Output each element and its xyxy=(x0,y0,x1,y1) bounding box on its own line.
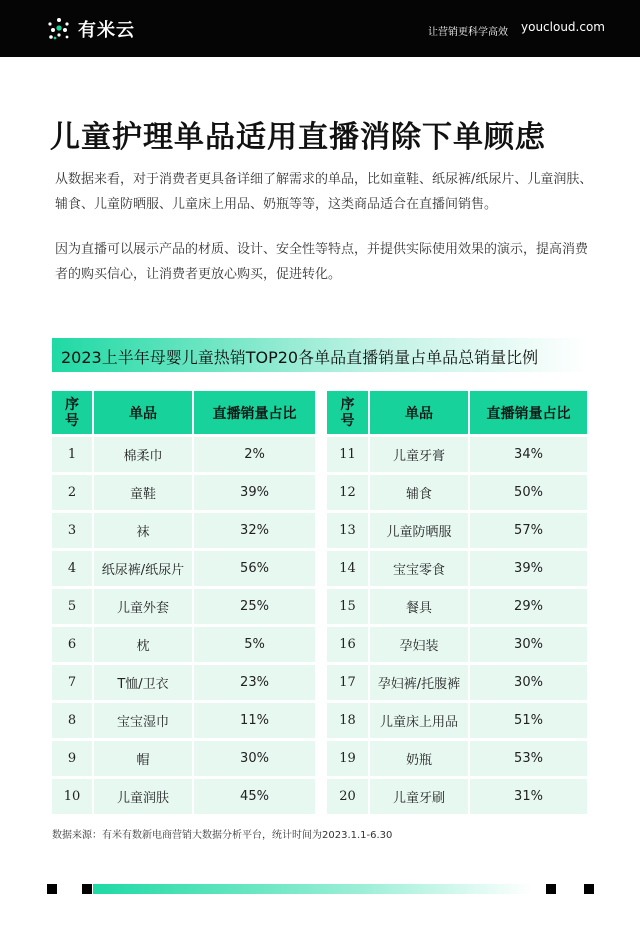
ranking-table-right xyxy=(327,388,587,817)
table-row xyxy=(52,627,315,662)
column-header-item: 单品 xyxy=(94,391,194,434)
row-pct: 57% xyxy=(470,513,587,548)
row-number: 11 xyxy=(327,437,370,472)
footer-square-right-2 xyxy=(584,884,594,894)
row-pct: 50% xyxy=(470,475,587,510)
row-number: 12 xyxy=(327,475,370,510)
table-row xyxy=(52,589,315,624)
intro-paragraph: 从数据来看，对于消费者更具备详细了解需求的单品，比如童鞋、纸尿裤/纸尿片、儿童润肤、辅食、儿童防晒服、儿童床上用品、奶瓶等等，这类商品适合在直播间销售。 xyxy=(55,172,593,212)
column-header-pct: 直播销量占比 xyxy=(194,391,315,434)
table-row xyxy=(327,703,587,738)
brand-logo[interactable] xyxy=(46,16,135,42)
row-item: 枕 xyxy=(94,627,194,662)
row-item: 儿童牙刷 xyxy=(370,779,470,814)
column-header-seq: 序号 xyxy=(52,391,94,434)
table-row xyxy=(327,475,587,510)
row-item: 儿童防晒服 xyxy=(370,513,470,548)
table-row xyxy=(327,779,587,814)
row-item: 餐具 xyxy=(370,589,470,624)
row-number: 20 xyxy=(327,779,370,814)
row-pct: 30% xyxy=(194,741,315,776)
table-header-row xyxy=(52,391,315,434)
row-item: 奶瓶 xyxy=(370,741,470,776)
table-title: 2023上半年母婴儿童热销TOP20各单品直播销量占单品总销量比例 xyxy=(61,348,539,367)
row-pct: 30% xyxy=(470,627,587,662)
row-item: 辅食 xyxy=(370,475,470,510)
brand-name: 有米云 xyxy=(78,20,135,41)
table-row xyxy=(327,741,587,776)
table-row xyxy=(52,475,315,510)
row-item: 棉柔巾 xyxy=(94,437,194,472)
row-number: 9 xyxy=(52,741,94,776)
row-item: T恤/卫衣 xyxy=(94,665,194,700)
footer-square-left-2 xyxy=(82,884,92,894)
top-header-bar xyxy=(0,0,640,57)
reason-paragraph: 因为直播可以展示产品的材质、设计、安全性等特点，并提供实际使用效果的演示，提高消费者的购买信心，让消费者更放心购买，促进转化。 xyxy=(55,242,589,282)
row-item: 孕妇装 xyxy=(370,627,470,662)
row-pct: 5% xyxy=(194,627,315,662)
row-pct: 39% xyxy=(470,551,587,586)
page-title: 儿童护理单品适用直播消除下单顾虑 xyxy=(50,120,546,155)
table-row xyxy=(52,741,315,776)
row-pct: 23% xyxy=(194,665,315,700)
table-row xyxy=(52,779,315,814)
table-row xyxy=(52,551,315,586)
row-pct: 53% xyxy=(470,741,587,776)
table-row xyxy=(52,513,315,548)
table-row xyxy=(52,665,315,700)
row-pct: 51% xyxy=(470,703,587,738)
row-number: 18 xyxy=(327,703,370,738)
row-pct: 29% xyxy=(470,589,587,624)
row-pct: 25% xyxy=(194,589,315,624)
row-number: 8 xyxy=(52,703,94,738)
row-number: 1 xyxy=(52,437,94,472)
row-item: 儿童床上用品 xyxy=(370,703,470,738)
row-number: 10 xyxy=(52,779,94,814)
table-row xyxy=(52,437,315,472)
row-pct: 30% xyxy=(470,665,587,700)
row-item: 童鞋 xyxy=(94,475,194,510)
row-pct: 31% xyxy=(470,779,587,814)
row-item: 儿童牙膏 xyxy=(370,437,470,472)
site-link[interactable]: youcloud.com xyxy=(521,20,605,34)
row-number: 17 xyxy=(327,665,370,700)
slogan: 让营销更科学高效 xyxy=(428,27,508,38)
table-row xyxy=(327,665,587,700)
row-item: 帽 xyxy=(94,741,194,776)
row-pct: 32% xyxy=(194,513,315,548)
ranking-table-left xyxy=(52,388,315,817)
row-item: 宝宝零食 xyxy=(370,551,470,586)
row-item: 袜 xyxy=(94,513,194,548)
row-item: 纸尿裤/纸尿片 xyxy=(94,551,194,586)
row-item: 儿童外套 xyxy=(94,589,194,624)
row-number: 13 xyxy=(327,513,370,548)
row-pct: 45% xyxy=(194,779,315,814)
table-title-banner xyxy=(52,338,588,372)
row-number: 4 xyxy=(52,551,94,586)
row-pct: 39% xyxy=(194,475,315,510)
table-row xyxy=(52,703,315,738)
row-number: 3 xyxy=(52,513,94,548)
table-header-row xyxy=(327,391,587,434)
footer-square-left xyxy=(47,884,57,894)
row-item: 宝宝湿巾 xyxy=(94,703,194,738)
row-number: 19 xyxy=(327,741,370,776)
row-item: 孕妇裤/托腹裤 xyxy=(370,665,470,700)
table-row xyxy=(327,513,587,548)
row-number: 5 xyxy=(52,589,94,624)
data-source-note: 数据来源：有米有数新电商营销大数据分析平台，统计时间为2023.1.1-6.30 xyxy=(52,830,393,841)
table-row xyxy=(327,589,587,624)
row-number: 7 xyxy=(52,665,94,700)
table-row xyxy=(327,551,587,586)
row-pct: 2% xyxy=(194,437,315,472)
row-pct: 56% xyxy=(194,551,315,586)
row-pct: 34% xyxy=(470,437,587,472)
row-number: 14 xyxy=(327,551,370,586)
column-header-seq: 序号 xyxy=(327,391,370,434)
row-pct: 11% xyxy=(194,703,315,738)
table-row xyxy=(327,627,587,662)
column-header-pct: 直播销量占比 xyxy=(470,391,587,434)
row-number: 15 xyxy=(327,589,370,624)
sparkle-logo-icon xyxy=(46,16,72,42)
row-number: 2 xyxy=(52,475,94,510)
row-number: 6 xyxy=(52,627,94,662)
footer-square-right xyxy=(546,884,556,894)
table-row xyxy=(327,437,587,472)
row-number: 16 xyxy=(327,627,370,662)
footer-gradient-bar xyxy=(93,884,533,894)
column-header-item: 单品 xyxy=(370,391,470,434)
row-item: 儿童润肤 xyxy=(94,779,194,814)
